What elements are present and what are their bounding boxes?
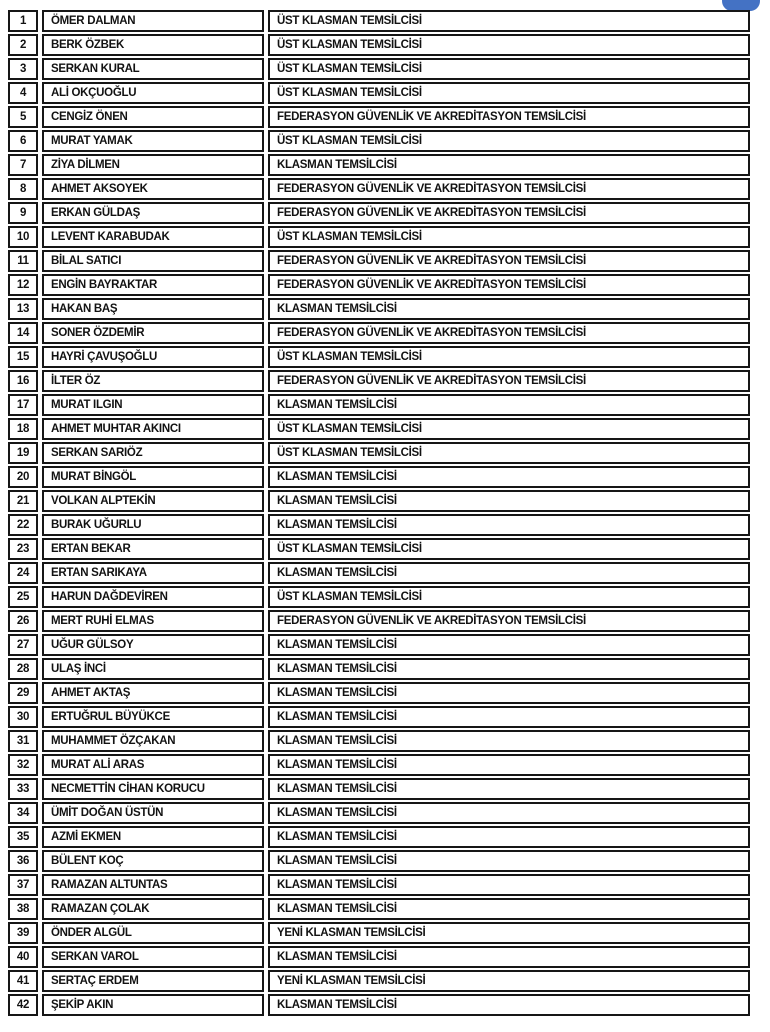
official-role: FEDERASYON GÜVENLİK VE AKREDİTASYON TEMSİLCİSİ xyxy=(268,610,750,632)
official-role: KLASMAN TEMSİLCİSİ xyxy=(268,754,750,776)
official-role: KLASMAN TEMSİLCİSİ xyxy=(268,994,750,1016)
table-row xyxy=(8,274,750,296)
row-number: 42 xyxy=(8,994,38,1016)
table-row xyxy=(8,394,750,416)
table-row xyxy=(8,106,750,128)
official-name: HAKAN BAŞ xyxy=(42,298,264,320)
table-row xyxy=(8,610,750,632)
official-role: KLASMAN TEMSİLCİSİ xyxy=(268,802,750,824)
table-row xyxy=(8,466,750,488)
row-number: 19 xyxy=(8,442,38,464)
table-row xyxy=(8,250,750,272)
official-role: KLASMAN TEMSİLCİSİ xyxy=(268,730,750,752)
official-role: KLASMAN TEMSİLCİSİ xyxy=(268,634,750,656)
row-number: 18 xyxy=(8,418,38,440)
row-number: 13 xyxy=(8,298,38,320)
official-role: ÜST KLASMAN TEMSİLCİSİ xyxy=(268,34,750,56)
official-role: FEDERASYON GÜVENLİK VE AKREDİTASYON TEMSİLCİSİ xyxy=(268,178,750,200)
table-row xyxy=(8,826,750,848)
row-number: 41 xyxy=(8,970,38,992)
table-row xyxy=(8,778,750,800)
table-row xyxy=(8,970,750,992)
official-name: ERKAN GÜLDAŞ xyxy=(42,202,264,224)
official-role: KLASMAN TEMSİLCİSİ xyxy=(268,394,750,416)
table-row xyxy=(8,562,750,584)
table-row xyxy=(8,322,750,344)
row-number: 4 xyxy=(8,82,38,104)
table-row xyxy=(8,802,750,824)
official-name: VOLKAN ALPTEKİN xyxy=(42,490,264,512)
row-number: 31 xyxy=(8,730,38,752)
row-number: 27 xyxy=(8,634,38,656)
official-role: FEDERASYON GÜVENLİK VE AKREDİTASYON TEMSİLCİSİ xyxy=(268,250,750,272)
official-role: KLASMAN TEMSİLCİSİ xyxy=(268,514,750,536)
row-number: 36 xyxy=(8,850,38,872)
official-name: AHMET AKTAŞ xyxy=(42,682,264,704)
official-name: BURAK UĞURLU xyxy=(42,514,264,536)
official-name: LEVENT KARABUDAK xyxy=(42,226,264,248)
official-name: SERTAÇ ERDEM xyxy=(42,970,264,992)
table-row xyxy=(8,34,750,56)
table-row xyxy=(8,178,750,200)
official-name: MURAT YAMAK xyxy=(42,130,264,152)
official-name: CENGİZ ÖNEN xyxy=(42,106,264,128)
row-number: 9 xyxy=(8,202,38,224)
official-name: MURAT ILGIN xyxy=(42,394,264,416)
official-name: ERTUĞRUL BÜYÜKCE xyxy=(42,706,264,728)
row-number: 12 xyxy=(8,274,38,296)
table-row xyxy=(8,514,750,536)
table-row xyxy=(8,682,750,704)
official-role: KLASMAN TEMSİLCİSİ xyxy=(268,154,750,176)
table-row xyxy=(8,226,750,248)
official-role: YENİ KLASMAN TEMSİLCİSİ xyxy=(268,970,750,992)
row-number: 8 xyxy=(8,178,38,200)
official-role: FEDERASYON GÜVENLİK VE AKREDİTASYON TEMSİLCİSİ xyxy=(268,202,750,224)
row-number: 23 xyxy=(8,538,38,560)
official-role: ÜST KLASMAN TEMSİLCİSİ xyxy=(268,346,750,368)
official-name: UĞUR GÜLSOY xyxy=(42,634,264,656)
official-name: BERK ÖZBEK xyxy=(42,34,264,56)
official-role: ÜST KLASMAN TEMSİLCİSİ xyxy=(268,130,750,152)
official-name: ZİYA DİLMEN xyxy=(42,154,264,176)
table-row xyxy=(8,706,750,728)
row-number: 38 xyxy=(8,898,38,920)
official-role: FEDERASYON GÜVENLİK VE AKREDİTASYON TEMSİLCİSİ xyxy=(268,322,750,344)
official-role: KLASMAN TEMSİLCİSİ xyxy=(268,562,750,584)
official-name: BİLAL SATICI xyxy=(42,250,264,272)
official-role: KLASMAN TEMSİLCİSİ xyxy=(268,898,750,920)
table-row xyxy=(8,442,750,464)
table-row xyxy=(8,922,750,944)
official-name: NECMETTİN CİHAN KORUCU xyxy=(42,778,264,800)
table-row xyxy=(8,82,750,104)
table-row xyxy=(8,658,750,680)
row-number: 1 xyxy=(8,10,38,32)
row-number: 32 xyxy=(8,754,38,776)
official-name: AZMİ EKMEN xyxy=(42,826,264,848)
official-name: ERTAN SARIKAYA xyxy=(42,562,264,584)
row-number: 11 xyxy=(8,250,38,272)
table-row xyxy=(8,490,750,512)
table-row xyxy=(8,418,750,440)
official-role: KLASMAN TEMSİLCİSİ xyxy=(268,682,750,704)
row-number: 3 xyxy=(8,58,38,80)
official-role: KLASMAN TEMSİLCİSİ xyxy=(268,466,750,488)
official-role: ÜST KLASMAN TEMSİLCİSİ xyxy=(268,586,750,608)
row-number: 15 xyxy=(8,346,38,368)
row-number: 7 xyxy=(8,154,38,176)
official-name: MUHAMMET ÖZÇAKAN xyxy=(42,730,264,752)
official-role: ÜST KLASMAN TEMSİLCİSİ xyxy=(268,10,750,32)
official-role: KLASMAN TEMSİLCİSİ xyxy=(268,298,750,320)
official-name: HARUN DAĞDEVİREN xyxy=(42,586,264,608)
official-role: ÜST KLASMAN TEMSİLCİSİ xyxy=(268,226,750,248)
row-number: 29 xyxy=(8,682,38,704)
officials-roster-table xyxy=(4,8,754,1018)
row-number: 30 xyxy=(8,706,38,728)
row-number: 39 xyxy=(8,922,38,944)
table-row xyxy=(8,634,750,656)
official-name: ERTAN BEKAR xyxy=(42,538,264,560)
table-row xyxy=(8,298,750,320)
official-name: AHMET MUHTAR AKINCI xyxy=(42,418,264,440)
official-role: KLASMAN TEMSİLCİSİ xyxy=(268,850,750,872)
official-role: ÜST KLASMAN TEMSİLCİSİ xyxy=(268,538,750,560)
row-number: 25 xyxy=(8,586,38,608)
table-row xyxy=(8,898,750,920)
official-name: RAMAZAN ALTUNTAS xyxy=(42,874,264,896)
official-name: MERT RUHİ ELMAS xyxy=(42,610,264,632)
official-role: KLASMAN TEMSİLCİSİ xyxy=(268,490,750,512)
official-name: HAYRİ ÇAVUŞOĞLU xyxy=(42,346,264,368)
table-row xyxy=(8,586,750,608)
official-role: ÜST KLASMAN TEMSİLCİSİ xyxy=(268,82,750,104)
table-row xyxy=(8,850,750,872)
table-row xyxy=(8,130,750,152)
row-number: 5 xyxy=(8,106,38,128)
official-role: ÜST KLASMAN TEMSİLCİSİ xyxy=(268,58,750,80)
table-row xyxy=(8,946,750,968)
table-row xyxy=(8,730,750,752)
row-number: 28 xyxy=(8,658,38,680)
row-number: 16 xyxy=(8,370,38,392)
official-role: KLASMAN TEMSİLCİSİ xyxy=(268,874,750,896)
official-role: YENİ KLASMAN TEMSİLCİSİ xyxy=(268,922,750,944)
official-name: ALİ OKÇUOĞLU xyxy=(42,82,264,104)
official-role: ÜST KLASMAN TEMSİLCİSİ xyxy=(268,418,750,440)
official-role: KLASMAN TEMSİLCİSİ xyxy=(268,778,750,800)
row-number: 35 xyxy=(8,826,38,848)
official-name: BÜLENT KOÇ xyxy=(42,850,264,872)
official-name: ÖNDER ALGÜL xyxy=(42,922,264,944)
official-name: AHMET AKSOYEK xyxy=(42,178,264,200)
official-role: KLASMAN TEMSİLCİSİ xyxy=(268,946,750,968)
official-role: KLASMAN TEMSİLCİSİ xyxy=(268,706,750,728)
official-name: ÜMİT DOĞAN ÜSTÜN xyxy=(42,802,264,824)
row-number: 20 xyxy=(8,466,38,488)
official-role: FEDERASYON GÜVENLİK VE AKREDİTASYON TEMSİLCİSİ xyxy=(268,274,750,296)
official-name: İLTER ÖZ xyxy=(42,370,264,392)
row-number: 10 xyxy=(8,226,38,248)
table-row xyxy=(8,538,750,560)
table-row xyxy=(8,154,750,176)
official-name: SERKAN VAROL xyxy=(42,946,264,968)
table-row xyxy=(8,994,750,1016)
row-number: 34 xyxy=(8,802,38,824)
table-row xyxy=(8,370,750,392)
table-row xyxy=(8,754,750,776)
row-number: 26 xyxy=(8,610,38,632)
table-row xyxy=(8,346,750,368)
table-row xyxy=(8,10,750,32)
official-name: ÖMER DALMAN xyxy=(42,10,264,32)
official-role: FEDERASYON GÜVENLİK VE AKREDİTASYON TEMSİLCİSİ xyxy=(268,106,750,128)
official-role: FEDERASYON GÜVENLİK VE AKREDİTASYON TEMSİLCİSİ xyxy=(268,370,750,392)
row-number: 17 xyxy=(8,394,38,416)
official-name: ULAŞ İNCİ xyxy=(42,658,264,680)
row-number: 2 xyxy=(8,34,38,56)
table-row xyxy=(8,58,750,80)
official-name: SONER ÖZDEMİR xyxy=(42,322,264,344)
row-number: 40 xyxy=(8,946,38,968)
official-name: MURAT ALİ ARAS xyxy=(42,754,264,776)
official-name: SERKAN KURAL xyxy=(42,58,264,80)
official-name: ENGİN BAYRAKTAR xyxy=(42,274,264,296)
official-name: SERKAN SARIÖZ xyxy=(42,442,264,464)
official-name: MURAT BİNGÖL xyxy=(42,466,264,488)
table-row xyxy=(8,874,750,896)
official-role: ÜST KLASMAN TEMSİLCİSİ xyxy=(268,442,750,464)
table-row xyxy=(8,202,750,224)
row-number: 33 xyxy=(8,778,38,800)
official-name: RAMAZAN ÇOLAK xyxy=(42,898,264,920)
official-role: KLASMAN TEMSİLCİSİ xyxy=(268,658,750,680)
row-number: 6 xyxy=(8,130,38,152)
official-role: KLASMAN TEMSİLCİSİ xyxy=(268,826,750,848)
row-number: 21 xyxy=(8,490,38,512)
official-name: ŞEKİP AKIN xyxy=(42,994,264,1016)
row-number: 14 xyxy=(8,322,38,344)
row-number: 37 xyxy=(8,874,38,896)
row-number: 24 xyxy=(8,562,38,584)
row-number: 22 xyxy=(8,514,38,536)
